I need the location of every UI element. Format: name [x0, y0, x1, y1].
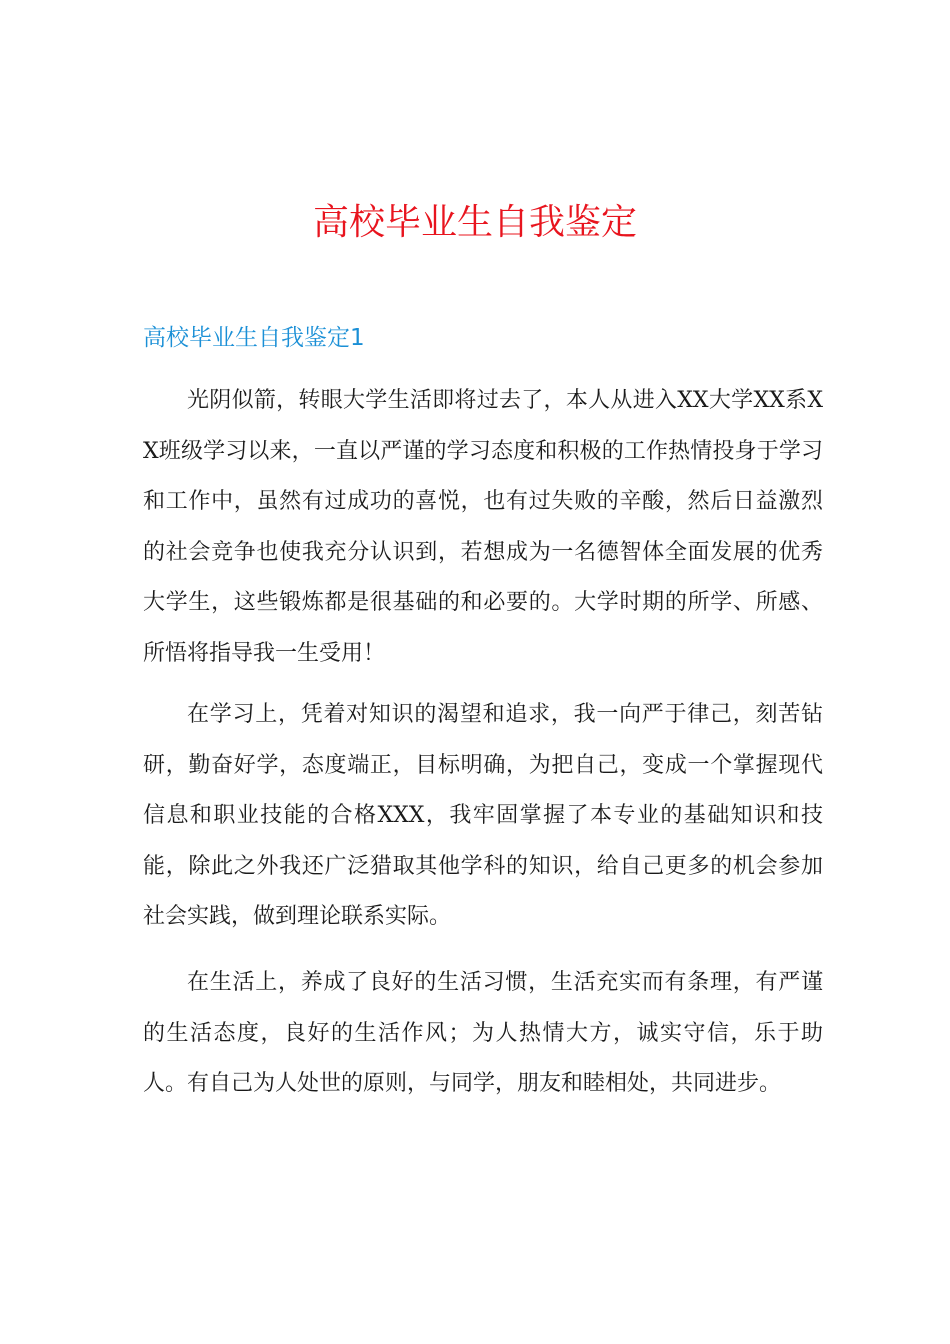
- paragraph-intro: 光阴似箭，转眼大学生活即将过去了，本人从进入XX大学XX系XX班级学习以来，一直以严谨的学习态度和积极的工作热情投身于学习和工作中，虽然有过成功的喜悦，也有过失败的辛酸，然后日益激烈的社会竞争也使我充分认识到，若想成为一名德智体全面发展的优秀大学生，这些锻炼都是很基础的和必要的。大学时期的所学、所感、所悟将指导我一生受用！: [143, 388, 823, 666]
- section-heading: 高校毕业生自我鉴定1: [143, 325, 365, 351]
- paragraph-study: 在学习上，凭着对知识的渴望和追求，我一向严于律己，刻苦钻研，勤奋好学，态度端正，目标明确，为把自己，变成一个掌握现代信息和职业技能的合格XXX，我牢固掌握了本专业的基础知识和技能，除此之外我还广泛猎取其他学科的知识，给自己更多的机会参加社会实践，做到理论联系实际。: [143, 702, 823, 929]
- document-title: 高校毕业生自我鉴定: [312, 202, 637, 243]
- paragraph-life: 在生活上，养成了良好的生活习惯，生活充实而有条理，有严谨的生活态度，良好的生活作风；为人热情大方，诚实守信，乐于助人。有自己为人处世的原则，与同学，朋友和睦相处，共同进步。: [143, 970, 823, 1096]
